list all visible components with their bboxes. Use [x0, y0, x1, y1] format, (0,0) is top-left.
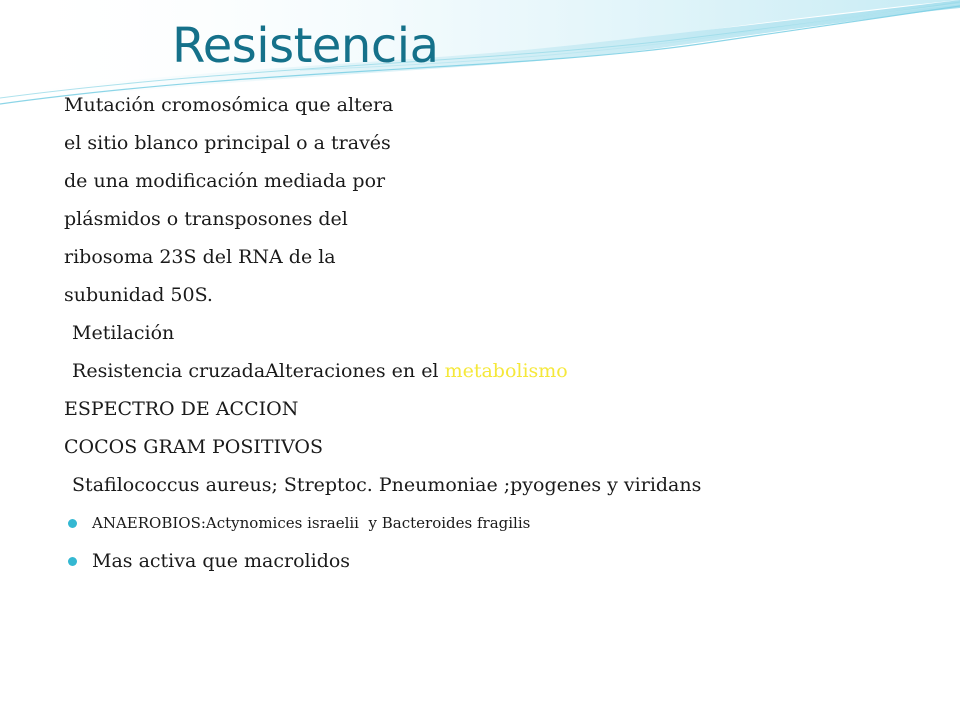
slide-body [64, 86, 934, 580]
body-line: ribosoma 23S del RNA de la [64, 246, 336, 268]
cross-resistance-line [64, 352, 934, 390]
body-line: subunidad 50S. [64, 284, 213, 306]
bullet-icon [68, 519, 77, 528]
body-line: de una modificación mediada por [64, 170, 386, 192]
spectrum-heading: ESPECTRO DE ACCION [64, 398, 299, 420]
organisms-line: Stafilococcus aureus; Streptoc. Pneumoniae ;pyogenes y viridans [66, 474, 702, 496]
cross-resistance-text: Resistencia cruzadaAlteraciones en el [66, 360, 445, 382]
body-line: plásmidos o transposones del [64, 208, 348, 230]
bullet-icon [68, 557, 77, 566]
highlighted-word: metabolismo [444, 360, 568, 382]
bullet-item-macrolidos [64, 542, 934, 580]
body-line: el sitio blanco principal o a través [64, 132, 391, 154]
gram-positive-heading: COCOS GRAM POSITIVOS [64, 436, 324, 458]
bullet-text: Mas activa que macrolidos [92, 550, 351, 572]
body-line-metilacion: Metilación [66, 322, 175, 344]
bullet-text: ANAEROBIOS:Actynomices israelii y Bacteroides fragilis [92, 514, 531, 532]
body-line: Mutación cromosómica que altera [64, 94, 394, 116]
slide-title: Resistencia [172, 18, 439, 74]
bullet-item-anaerobios [64, 504, 934, 542]
